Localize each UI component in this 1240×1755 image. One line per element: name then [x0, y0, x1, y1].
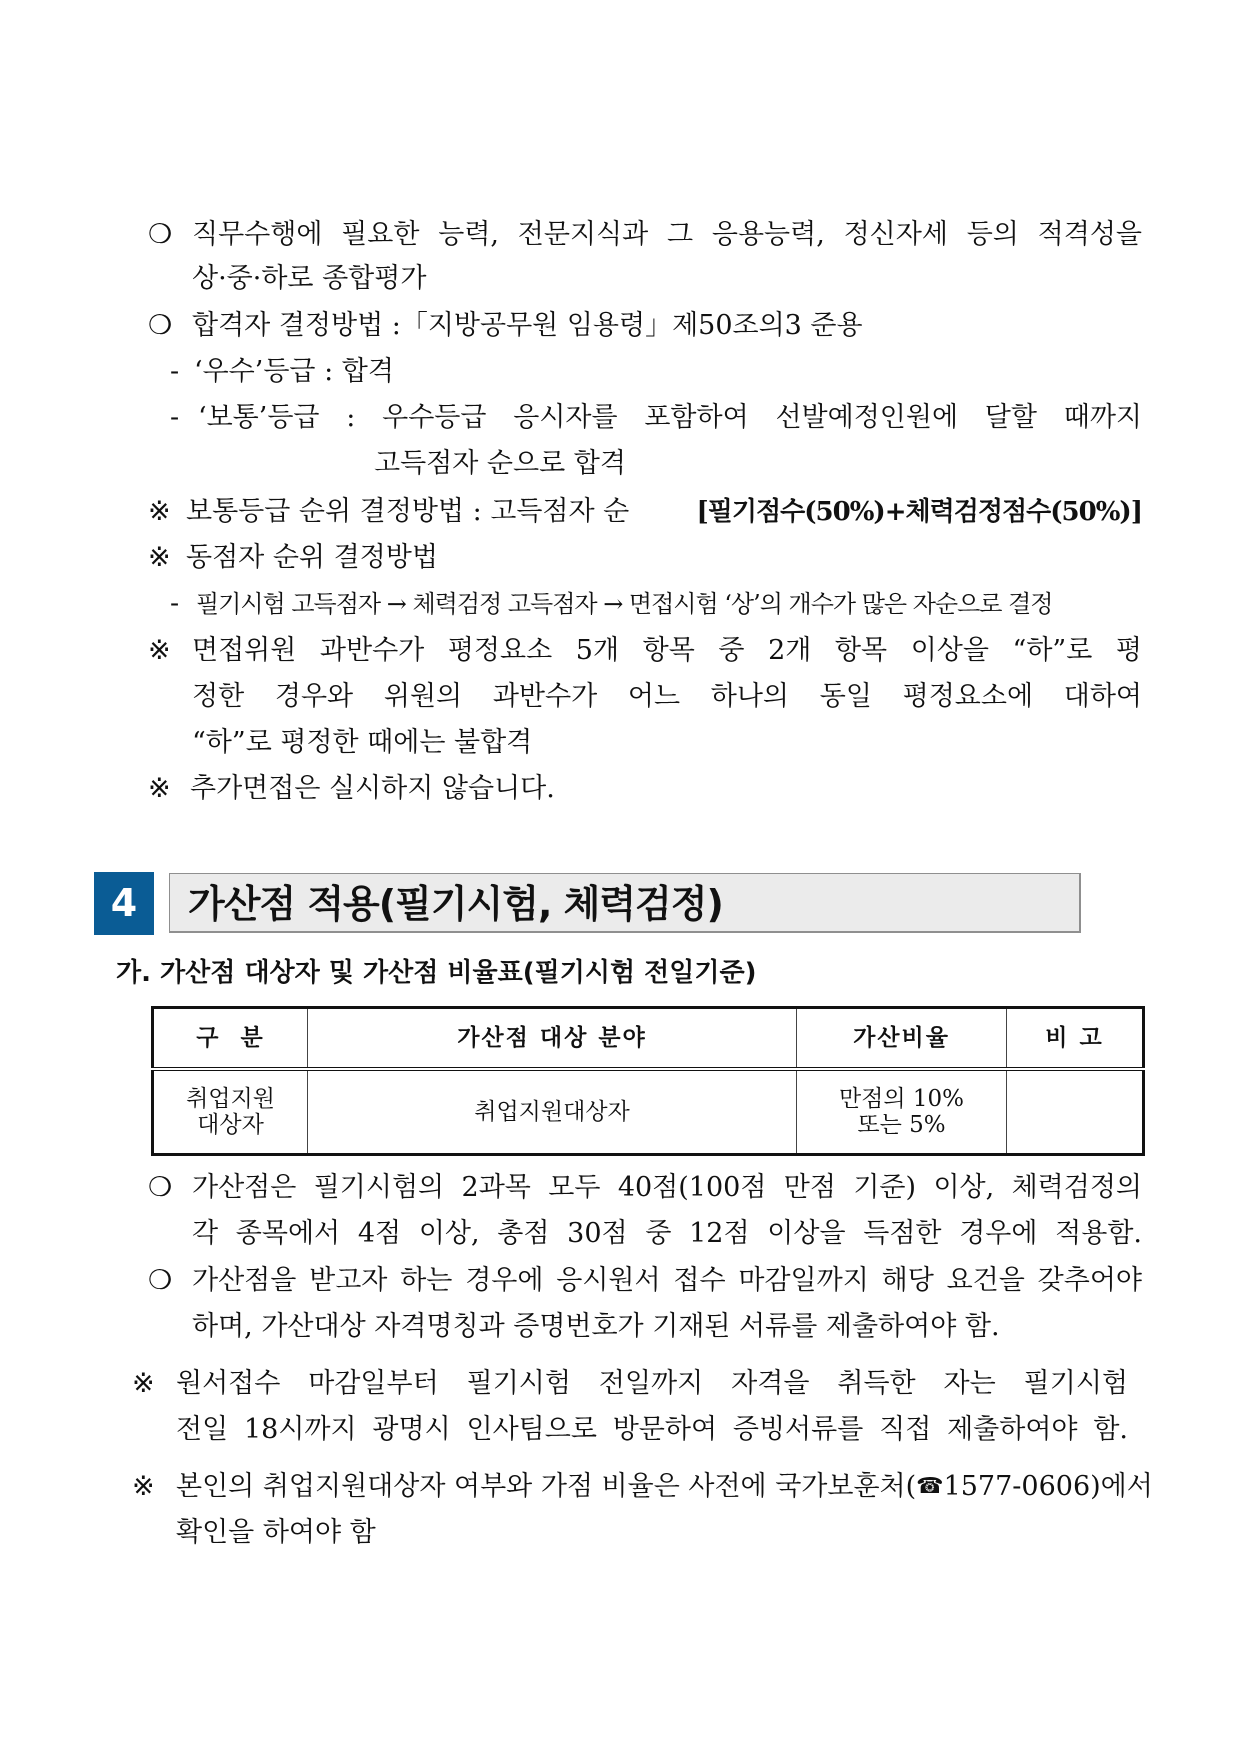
- reference-mark-icon: ※: [148, 496, 171, 527]
- late-qualification-line-2: 전일 18시까지 광명시 인사팀으로 방문하여 증빙서류를 직접 제출하여야 함.: [176, 1414, 1128, 1445]
- dash-bullet: -: [170, 402, 180, 433]
- circle-bullet-icon: ❍: [148, 219, 173, 250]
- header-remarks: 비 고: [1007, 1008, 1144, 1070]
- section-title: 가산점 적용(필기시험, 체력검정): [188, 882, 723, 926]
- tie-rank-detail: 필기시험 고득점자 → 체력검정 고득점자 → 면접시험 ‘상’의 개수가 많은 자순으로 결정: [196, 590, 1053, 618]
- late-qualification-line-1: 원서접수 마감일부터 필기시험 전일까지 자격을 취득한 자는 필기시험: [176, 1368, 1128, 1399]
- no-additional-interview: 추가면접은 실시하지 않습니다.: [190, 773, 555, 804]
- grade-excellent: ‘우수’등급 : 합격: [194, 356, 394, 387]
- grade-normal-line-2: 고득점자 순으로 합격: [374, 448, 626, 479]
- criteria-line-2: 상·중·하로 종합평가: [192, 263, 427, 294]
- phone-number: 1577-0606)에서: [943, 1471, 1153, 1502]
- fail-condition-line-2: 정한 경우와 위원의 과반수가 어느 하나의 동일 평정요소에 대하여: [192, 681, 1142, 712]
- bonus-requirement-line-1: 가산점을 받고자 하는 경우에 응시원서 접수 마감일까지 해당 요건을 갖추어야: [192, 1265, 1142, 1296]
- dash-bullet: -: [170, 588, 180, 619]
- reference-mark-icon: ※: [148, 542, 171, 573]
- circle-bullet-icon: ❍: [148, 1265, 173, 1296]
- phone-icon: ☎: [916, 1474, 944, 1499]
- verification-notice-line-1: [176, 1469, 1153, 1505]
- sub-section-title: 가. 가산점 대상자 및 가산점 비율표(필기시험 전일기준): [116, 958, 757, 988]
- circle-bullet-icon: ❍: [148, 310, 173, 341]
- normal-rank-method: [186, 494, 1142, 530]
- verification-notice-line-2: 확인을 하여야 함: [176, 1517, 376, 1548]
- reference-mark-icon: ※: [132, 1368, 155, 1399]
- dash-bullet: -: [170, 356, 180, 387]
- header-target-field: 가산점 대상 분야: [308, 1008, 797, 1070]
- table-header-row: [153, 1008, 1144, 1070]
- criteria-line-1: 직무수행에 필요한 능력, 전문지식과 그 응용능력, 정신자세 등의 적격성을: [192, 219, 1142, 250]
- pass-decision-method: 합격자 결정방법 :「지방공무원 임용령」제50조의3 준용: [192, 310, 863, 341]
- header-category: 구 분: [153, 1008, 308, 1070]
- bonus-points-table: [151, 1006, 1145, 1156]
- verification-notice-text: 본인의 취업지원대상자 여부와 가점 비율은 사전에 국가보훈처(: [176, 1471, 917, 1502]
- section-title-box: [169, 873, 1081, 933]
- table-row: [153, 1069, 1144, 1155]
- grade-normal-line-1: ‘보통’등급 : 우수등급 응시자를 포함하여 선발예정인원에 달할 때까지: [198, 402, 1142, 433]
- normal-rank-method-text: 보통등급 순위 결정방법 : 고득점자 순: [186, 496, 630, 527]
- phone-contact: [916, 1469, 1153, 1505]
- cell-target-field: 취업지원대상자: [308, 1069, 797, 1155]
- cell-bonus-rate: 만점의 10% 또는 5%: [797, 1069, 1007, 1155]
- section-number: 4: [94, 872, 154, 935]
- score-formula: [필기점수(50%)+체력검정점수(50%)]: [696, 497, 1142, 527]
- cell-category: 취업지원 대상자: [153, 1069, 308, 1155]
- bonus-condition-line-2: 각 종목에서 4점 이상, 총점 30점 중 12점 이상을 득점한 경우에 적용함.: [192, 1218, 1142, 1249]
- tie-rank-method: 동점자 순위 결정방법: [186, 542, 438, 573]
- reference-mark-icon: ※: [148, 635, 171, 666]
- cell-remarks: [1007, 1069, 1144, 1155]
- reference-mark-icon: ※: [132, 1471, 155, 1502]
- fail-condition-line-3: “하”로 평정한 때에는 불합격: [192, 727, 533, 758]
- header-bonus-rate: 가산비율: [797, 1008, 1007, 1070]
- fail-condition-line-1: 면접위원 과반수가 평정요소 5개 항목 중 2개 항목 이상을 “하”로 평: [192, 635, 1142, 666]
- bonus-condition-line-1: 가산점은 필기시험의 2과목 모두 40점(100점 만점 기준) 이상, 체력검정의: [192, 1172, 1142, 1203]
- circle-bullet-icon: ❍: [148, 1172, 173, 1203]
- bonus-requirement-line-2: 하며, 가산대상 자격명칭과 증명번호가 기재된 서류를 제출하여야 함.: [192, 1311, 1000, 1342]
- reference-mark-icon: ※: [148, 773, 171, 804]
